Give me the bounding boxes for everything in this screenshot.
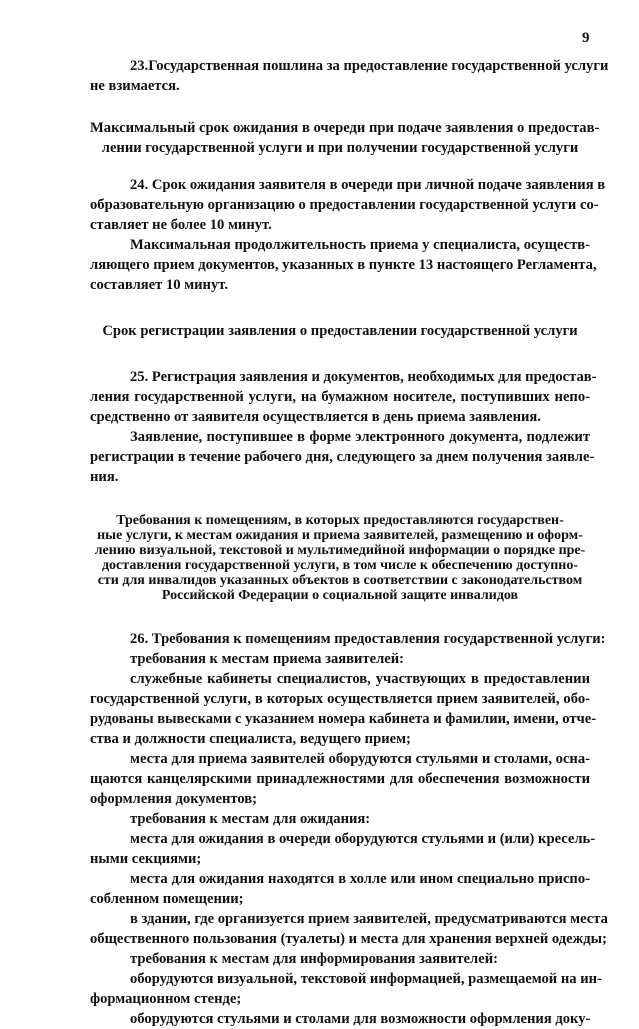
- text-line: 25. Регистрация заявления и документов, необходимых для предостав-: [130, 369, 597, 385]
- text-line: образовательную организацию о предоставлении государственной услуги со-: [90, 197, 599, 213]
- text-line: общественного пользования (туалеты) и места для хранения верхней одежды;: [90, 931, 607, 947]
- text-line: рудованы вывесками с указанием номера кабинета и фамилии, имени, отче-: [90, 711, 597, 727]
- text-line: 24. Срок ожидания заявителя в очереди при личной подаче заявления в: [130, 177, 606, 193]
- text-line: государственной услуги, в которых осуществляется прием заявителей, обо-: [90, 691, 590, 707]
- text-line: собленном помещении;: [90, 891, 244, 907]
- text-line: ляющего прием документов, указанных в пункте 13 настоящего Регламента,: [90, 257, 597, 273]
- text-line: требования к местам для информирования заявителей:: [130, 951, 498, 967]
- text-line: регистрации в течение рабочего дня, следующего за днем получения заявле-: [90, 449, 595, 465]
- heading-queue-time: [90, 118, 600, 158]
- paragraph-24: [90, 175, 606, 295]
- text-line: щаются канцелярскими принадлежностями для обеспечения возможности: [90, 771, 590, 787]
- text-line: служебные кабинеты специалистов, участвующих в предоставлении: [130, 671, 590, 687]
- text-line: ства и должности специалиста, ведущего прием;: [90, 731, 411, 747]
- heading-line: лению визуальной, текстовой и мультимедийной информации о порядке пре-: [94, 543, 586, 558]
- text-line: места для приема заявителей оборудуются стульями и столами, осна-: [130, 751, 590, 767]
- text-line: в здании, где организуется прием заявителей, предусматриваются места: [130, 911, 608, 927]
- text-line: 23.Государственная пошлина за предоставление государственной услуги: [130, 58, 609, 74]
- paragraph-25: [90, 367, 597, 487]
- paragraph-26: [90, 629, 608, 1029]
- heading-registration: [90, 321, 590, 341]
- text-line: ния.: [90, 469, 119, 485]
- text-line: составляет 10 минут.: [90, 277, 228, 293]
- heading-line: Максимальный срок ожидания в очереди при подаче заявления о предостав-: [90, 120, 600, 136]
- heading-line: доставления государственной услуги, в том числе к обеспечению доступно-: [101, 558, 579, 573]
- text-line: оборудуются стульями и столами для возможности оформления доку-: [130, 1011, 591, 1027]
- text-line: Заявление, поступившее в форме электронного документа, подлежит: [130, 429, 590, 445]
- text-line: места для ожидания находятся в холле или ином специально приспо-: [130, 871, 590, 887]
- heading-line: лении государственной услуги и при получении государственной услуги: [101, 140, 579, 156]
- text-line: Максимальная продолжительность приема у специалиста, осуществ-: [130, 237, 590, 253]
- document-body: [90, 56, 609, 1029]
- heading-premises-requirements: [90, 513, 590, 603]
- paragraph-23: [90, 56, 609, 96]
- text-line: оформления документов;: [90, 791, 258, 807]
- text-line: требования к местам приема заявителей:: [130, 651, 405, 667]
- heading-line: Срок регистрации заявления о предоставлении государственной услуги: [102, 323, 578, 339]
- text-line: 26. Требования к помещениям предоставления государственной услуги:: [130, 631, 606, 647]
- heading-line: Требования к помещениям, в которых предоставляются государствен-: [116, 513, 564, 528]
- text-line: места для ожидания в очереди оборудуются стульями и (или) кресель-: [130, 831, 596, 847]
- text-line: ными секциями;: [90, 851, 202, 867]
- text-line: ления государственной услуги, на бумажном носителе, поступивших непо-: [90, 389, 590, 405]
- text-line: оборудуются визуальной, текстовой информацией, размещаемой на ин-: [130, 971, 602, 987]
- page-number: 9: [582, 30, 590, 46]
- text-line: требования к местам для ожидания:: [130, 811, 371, 827]
- heading-line: Российской Федерации о социальной защите инвалидов: [161, 588, 519, 603]
- text-line: средственно от заявителя осуществляется в день приема заявления.: [90, 409, 541, 425]
- text-line: ставляет не более 10 минут.: [90, 217, 272, 233]
- text-line: не взимается.: [90, 78, 180, 94]
- heading-line: сти для инвалидов указанных объектов в соответствии с законодательством: [97, 573, 583, 588]
- text-line: формационном стенде;: [90, 991, 242, 1007]
- heading-line: ные услуги, к местам ожидания и приема заявителей, размещению и оформ-: [97, 528, 583, 543]
